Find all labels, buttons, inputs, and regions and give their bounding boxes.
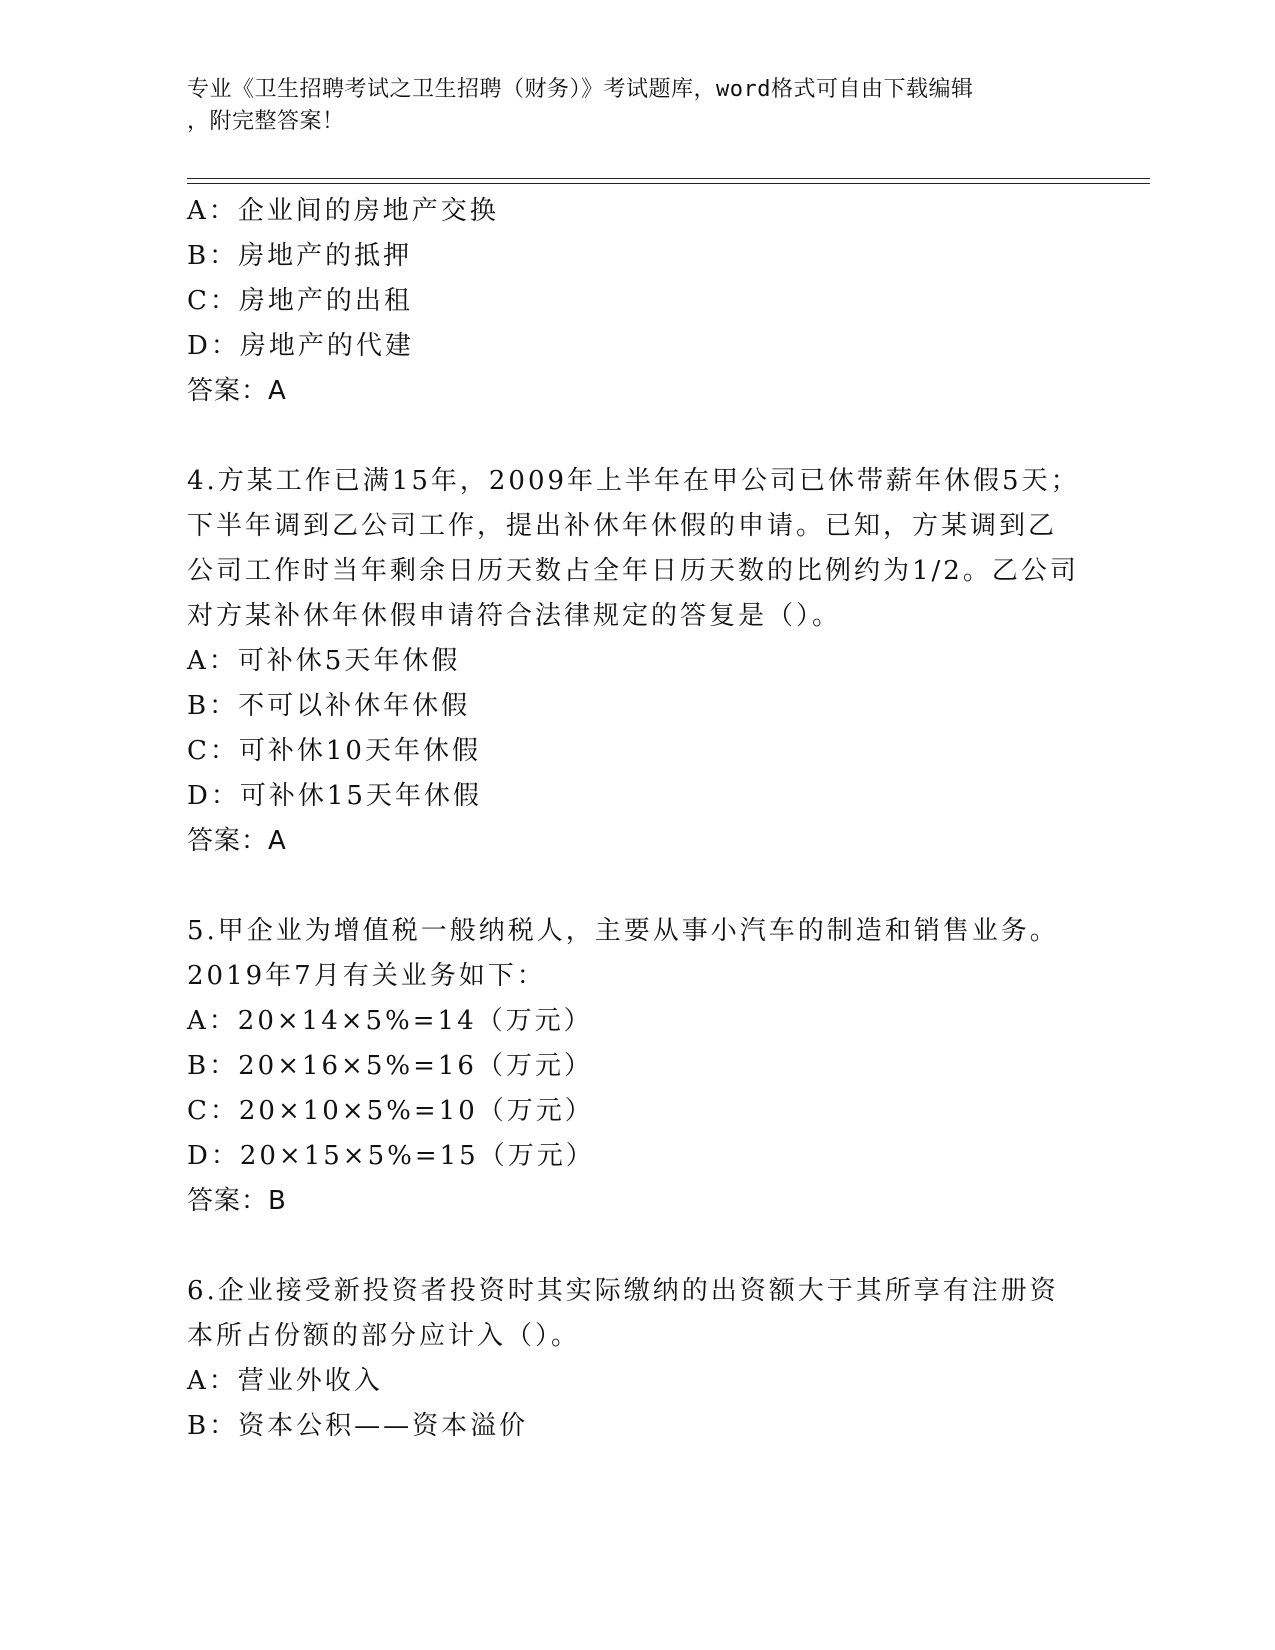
question-stem: 公司工作时当年剩余日历天数占全年日历天数的比例约为1/2。乙公司 — [187, 556, 1079, 586]
option-a: A：可补休5天年休假 — [187, 646, 461, 676]
question-stem: 2019年7月有关业务如下： — [187, 961, 546, 991]
question-stem: 6.企业接受新投资者投资时其实际缴纳的出资额大于其所享有注册资 — [187, 1276, 1059, 1306]
document-header — [187, 74, 1087, 138]
option-a: A：20×14×5%=14（万元） — [187, 1006, 593, 1036]
option-b: B：房地产的抵押 — [187, 241, 413, 271]
option-a: A：企业间的房地产交换 — [187, 196, 499, 226]
option-a: A：营业外收入 — [187, 1366, 383, 1396]
question-6 — [187, 1269, 1087, 1449]
question-list — [187, 189, 1087, 1449]
option-b: B：不可以补休年休假 — [187, 691, 471, 721]
option-b: B：20×16×5%=16（万元） — [187, 1051, 593, 1081]
option-c: C：可补休10天年休假 — [187, 736, 481, 766]
option-d: D：可补休15天年休假 — [187, 781, 482, 811]
answer-line: 答案：A — [187, 826, 287, 856]
answer-line: 答案：B — [187, 1186, 287, 1216]
question-stem: 下半年调到乙公司工作，提出补休年休假的申请。已知，方某调到乙 — [187, 511, 1058, 541]
question-5 — [187, 909, 1087, 1224]
option-c: C：房地产的出租 — [187, 286, 413, 316]
option-d: D：20×15×5%=15（万元） — [187, 1141, 595, 1171]
option-b: B：资本公积——资本溢价 — [187, 1411, 529, 1441]
question-4 — [187, 459, 1087, 864]
question-3 — [187, 189, 1087, 414]
question-stem: 4.方某工作已满15年，2009年上半年在甲公司已休带薪年休假5天； — [187, 466, 1080, 496]
option-d: D：房地产的代建 — [187, 331, 414, 361]
option-c: C：20×10×5%=10（万元） — [187, 1096, 594, 1126]
header-line: 专业《卫生招聘考试之卫生招聘（财务）》考试题库，word格式可自由下载编辑 — [187, 77, 974, 102]
question-stem: 本所占份额的部分应计入（）。 — [187, 1321, 581, 1351]
question-stem: 5.甲企业为增值税一般纳税人，主要从事小汽车的制造和销售业务。 — [187, 916, 1059, 946]
header-divider — [187, 178, 1150, 184]
question-stem: 对方某补休年休假申请符合法律规定的答复是（）。 — [187, 601, 842, 631]
answer-line: 答案：A — [187, 376, 287, 406]
header-line: ，附完整答案！ — [187, 109, 345, 134]
